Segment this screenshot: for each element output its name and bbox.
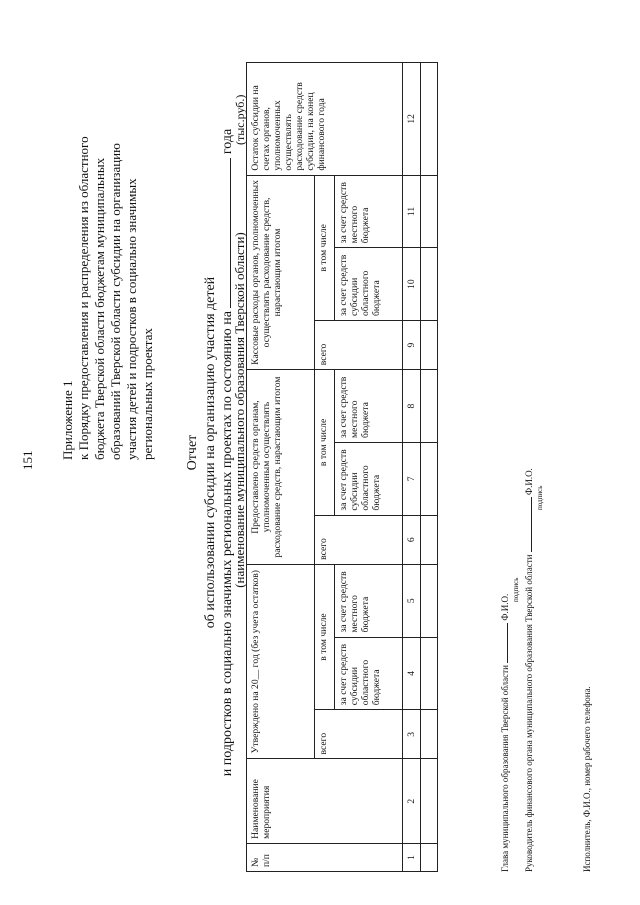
header-name: Наименование мероприятия [247, 759, 403, 843]
head-sign-label: подпись [512, 577, 520, 602]
report-date-blank [230, 158, 231, 308]
table-cell [421, 637, 438, 710]
header-regional: за счет средств субсидии областного бюджета [335, 637, 403, 710]
header-total: всего [315, 321, 403, 370]
header-total: всего [315, 710, 403, 759]
appendix-block [60, 40, 156, 460]
column-number: 11 [403, 175, 421, 248]
header-balance: Остаток субсидии на счетах органов, уполномоченных осуществлять расходование средств субсидии, на конец финансового года [247, 63, 403, 176]
appendix-line: участия детей и подростков в социально значимых [124, 178, 139, 460]
column-number: 5 [403, 564, 421, 637]
finance-fio: Ф.И.О. [524, 468, 534, 496]
table-number-row [403, 63, 421, 872]
header-total: всего [315, 515, 403, 564]
table-cell [421, 321, 438, 370]
table-cell [421, 370, 438, 443]
column-number: 4 [403, 637, 421, 710]
table-row [421, 63, 438, 872]
header-approved: Утверждено на 20__ год (без учета остатков) [247, 564, 315, 759]
finance-signature [524, 468, 534, 872]
finance-sign-blank [531, 497, 532, 552]
appendix-title: Приложение 1 [60, 380, 75, 460]
report-date-prefix: и подростков в социально значимых региональных проектах по состоянию на [220, 311, 235, 777]
report-title: Отчет [185, 434, 200, 471]
column-number: 9 [403, 321, 421, 370]
finance-label: Руководитель финансового органа муниципального образования Тверской области [524, 554, 534, 872]
header-including: в том числе [315, 370, 335, 515]
header-regional: за счет средств субсидии областного бюджета [335, 248, 403, 321]
header-including: в том числе [315, 175, 335, 320]
column-number: 2 [403, 759, 421, 843]
table-cell [421, 248, 438, 321]
column-number: 8 [403, 370, 421, 443]
appendix-line: к Порядку предоставления и распределения из областного [76, 136, 91, 460]
column-number: 6 [403, 515, 421, 564]
column-number: 1 [403, 843, 421, 871]
table-cell [421, 843, 438, 871]
appendix-line: региональных проектах [140, 328, 155, 460]
head-label: Глава муниципального образования Тверской области [500, 665, 510, 872]
report-subtitle-line: об использовании субсидии на организацию участия детей [203, 276, 218, 629]
page-number: 151 [20, 450, 35, 470]
appendix-line: бюджета Тверской области бюджетам муниципальных [92, 157, 107, 460]
head-sign-blank [507, 623, 508, 663]
table-cell [421, 710, 438, 759]
header-regional: за счет средств субсидии областного бюджета [335, 442, 403, 515]
head-signature [500, 594, 510, 872]
table-header-row [315, 63, 335, 872]
table-cell [421, 442, 438, 515]
header-no: № п/п [247, 843, 403, 871]
table-cell [421, 175, 438, 248]
header-provided: Предоставлено средств органам, уполномоченным осуществлять расходование средств, нарастающим итогом [247, 370, 315, 565]
appendix-line: образований Тверской области субсидии на организацию [108, 143, 123, 460]
header-local: за счет средств местного бюджета [335, 370, 403, 443]
table-cell [421, 759, 438, 843]
table-header-row [247, 63, 315, 872]
finance-sign-label: подпись [536, 485, 544, 510]
report-date-suffix: года [220, 128, 235, 155]
table-cell [421, 515, 438, 564]
header-including: в том числе [315, 564, 335, 709]
report-table [246, 62, 438, 872]
executor-line: Исполнитель, Ф.И.О., номер рабочего телефона. [582, 686, 592, 872]
table-cell [421, 564, 438, 637]
municipality-caption: (наименование муниципального образования Тверской области) [232, 232, 247, 588]
units-label: (тыс.руб.) [233, 94, 247, 145]
column-number: 7 [403, 442, 421, 515]
column-number: 12 [403, 63, 421, 176]
table-cell [421, 63, 438, 176]
head-fio: Ф.И.О. [500, 593, 510, 621]
column-number: 3 [403, 710, 421, 759]
header-local: за счет средств местного бюджета [335, 175, 403, 248]
header-local: за счет средств местного бюджета [335, 564, 403, 637]
header-cash: Кассовые расходы органов, уполномоченных осуществлять расходование средств, нарастающим итогом [247, 175, 315, 370]
column-number: 10 [403, 248, 421, 321]
